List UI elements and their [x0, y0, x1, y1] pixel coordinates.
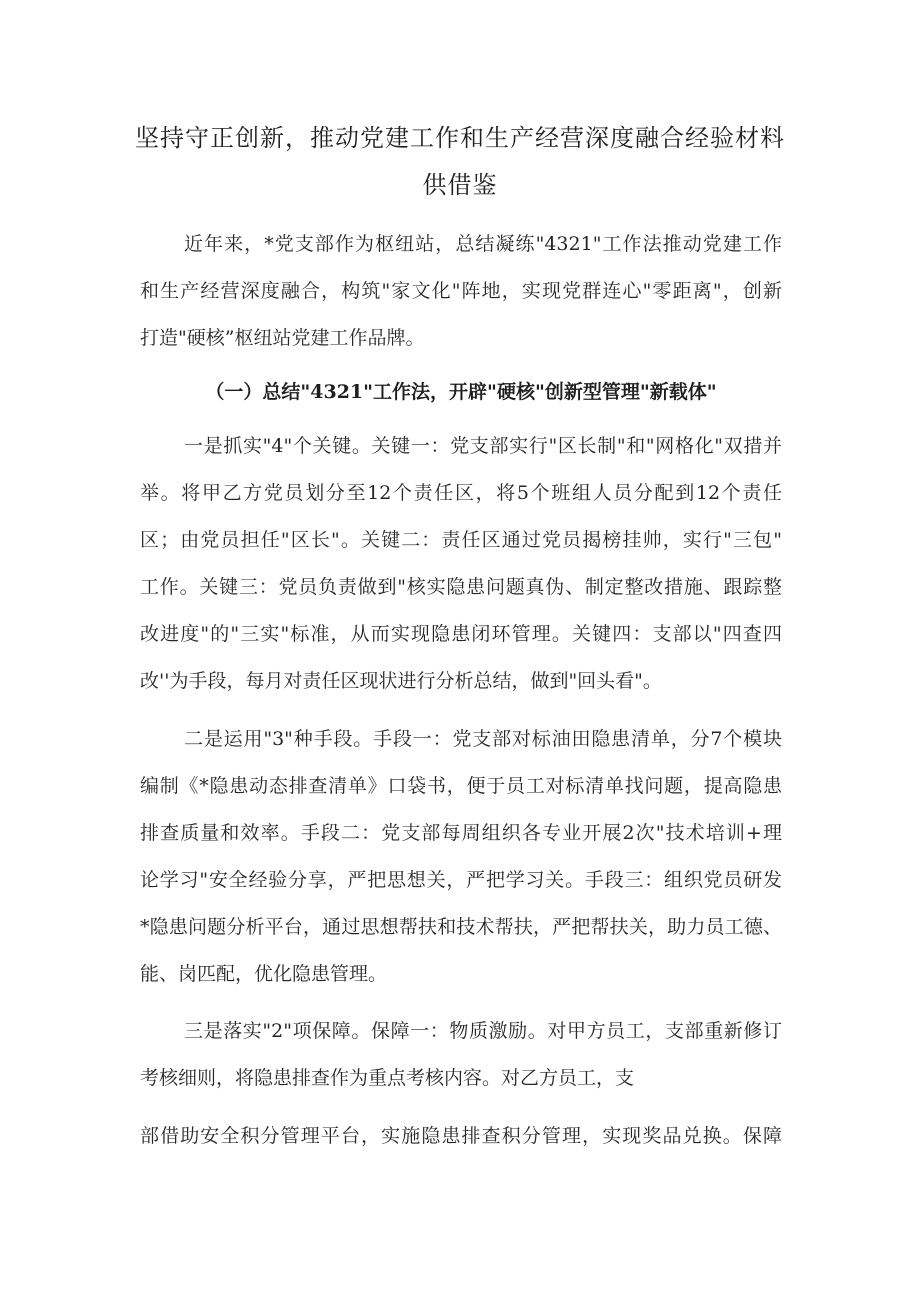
intro-line-2: 和生产经营深度融合，构筑"家文化"阵地，实现党群连心"零距离"，创新	[140, 280, 782, 302]
intro-line-3: 打造"硬核”枢纽站党建工作品牌。	[140, 327, 425, 349]
para-1-line-3: 区；由党员担任"区长"。关键二：责任区通过党员揭榜挂帅，实行"三包"	[140, 529, 782, 551]
para-1-line-2: 举。将甲乙方党员划分至12个责任区，将5个班组人员分配到12个责任	[140, 482, 782, 504]
document-title-line-2: 供借鉴	[422, 171, 498, 199]
para-2-line-6: 能、岗匹配，优化隐患管理。	[140, 963, 388, 985]
para-1-line-1: 一是抓实"4"个关键。关键一：党支部实行"区长制"和"网格化"双措并	[184, 435, 782, 457]
document-title-line-1: 坚持守正创新，推动党建工作和生产经营深度融合经验材料	[135, 124, 785, 152]
para-2-line-5: *隐患问题分析平台，通过思想帮扶和技术帮扶，严把帮扶关，助力员工德、	[140, 916, 782, 938]
para-2-line-3: 排查质量和效率。手段二：党支部每周组织各专业开展2次"技术培训+理	[140, 822, 782, 844]
para-2-line-4: 论学习"安全经验分享，严把思想关，严把学习关。手段三：组织党员研发	[140, 869, 782, 891]
para-2-line-2: 编制《*隐患动态排查清单》口袋书，便于员工对标清单找问题，提高隐患	[140, 775, 782, 797]
para-3-line-3: 部借助安全积分管理平台，实施隐患排查积分管理，实现奖品兑换。保障	[140, 1125, 782, 1147]
para-1-line-6: 改''为手段，每月对责任区现状进行分析总结，做到"回头看"。	[140, 670, 662, 692]
section-1-heading: （一）总结"4321"工作法，开辟"硬核"创新型管理"新载体"	[205, 381, 717, 403]
para-1-line-5: 改进度"的"三实"标准，从而实现隐患闭环管理。关键四：支部以"四查四	[140, 623, 782, 645]
para-3-line-2: 考核细则，将隐患排查作为重点考核内容。对乙方员工，支	[140, 1067, 635, 1089]
para-2-line-1: 二是运用"3"种手段。手段一：党支部对标油田隐患清单，分7个模块	[184, 728, 782, 750]
para-3-line-1: 三是落实"2"项保障。保障一：物质激励。对甲方员工，支部重新修订	[184, 1020, 782, 1042]
para-1-line-4: 工作。关键三：党员负责做到"核实隐患问题真伪、制定整改措施、跟踪整	[140, 576, 782, 598]
intro-line-1: 近年来，*党支部作为枢纽站，总结凝练"4321"工作法推动党建工作	[184, 233, 782, 255]
